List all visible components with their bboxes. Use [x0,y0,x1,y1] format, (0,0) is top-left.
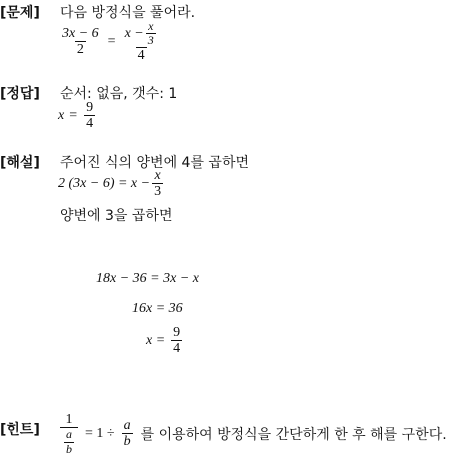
problem-instruction: 다음 방정식을 풀어라. [60,5,196,21]
hint-fraction2-denominator: b [123,434,131,450]
answer-variable: x [58,107,65,123]
hint-fraction2 [122,418,133,450]
answer-denominator: 4 [86,116,94,132]
nested-numerator: x [148,19,154,33]
equals-sign: = [107,33,116,49]
hint-inner-numerator: a [66,427,72,442]
solution-tag: [해설] [0,155,40,171]
solution-step3 [146,325,184,357]
answer-numerator: 9 [86,100,94,115]
hint-numerator: 1 [65,412,73,427]
solution-equation1 [58,168,165,200]
step3-fraction [171,325,182,357]
answer-fraction [84,100,95,132]
hint-text: 를 이용하여 방정식을 간단하게 한 후 해를 구한다. [140,426,447,443]
nested-denominator: 3 [147,33,154,48]
eq1-lhs: 2 (3x − 6) = x − [58,175,151,191]
hint-inner-denominator: b [66,441,72,456]
hint-fraction2-numerator: a [123,417,131,433]
step3-numerator: 9 [173,325,181,340]
eq1-denominator: 3 [154,184,162,200]
hint-compound-fraction [60,412,78,456]
rhs-numerator-text: x − [124,25,144,41]
nested-fraction [146,20,156,47]
eq1-fraction [152,168,163,200]
hint-denominator [60,427,78,455]
hint-equation [58,412,447,456]
rhs-denominator: 4 [137,48,145,64]
hint-middle: = 1 ÷ [85,425,115,441]
rhs-fraction [123,20,160,64]
lhs-fraction [60,26,101,58]
problem-equation [58,20,162,64]
solution-step1: 18x − 36 = 3x − x [96,271,199,286]
answer-equals: = [69,107,78,123]
answer-equation [58,100,97,132]
problem-tag: [문제] [0,5,40,21]
hint-inner-fraction [64,428,74,455]
lhs-numerator: 3x − 6 [62,25,99,41]
solution-step2: 16x = 36 [132,301,183,316]
solution-line2: 양변에 3을 곱하면 [60,208,173,224]
lhs-denominator: 2 [76,42,84,58]
hint-tag: [힌트] [0,422,40,438]
step3-lhs: x = [146,332,166,348]
answer-line: 순서: 없음, 갯수: 1 [60,86,178,102]
step3-denominator: 4 [173,341,181,357]
eq1-numerator: x [154,168,161,183]
rhs-numerator [123,20,160,47]
solution-line1: 주어진 식의 양변에 4를 곱하면 [60,155,249,171]
answer-tag: [정답] [0,86,40,102]
